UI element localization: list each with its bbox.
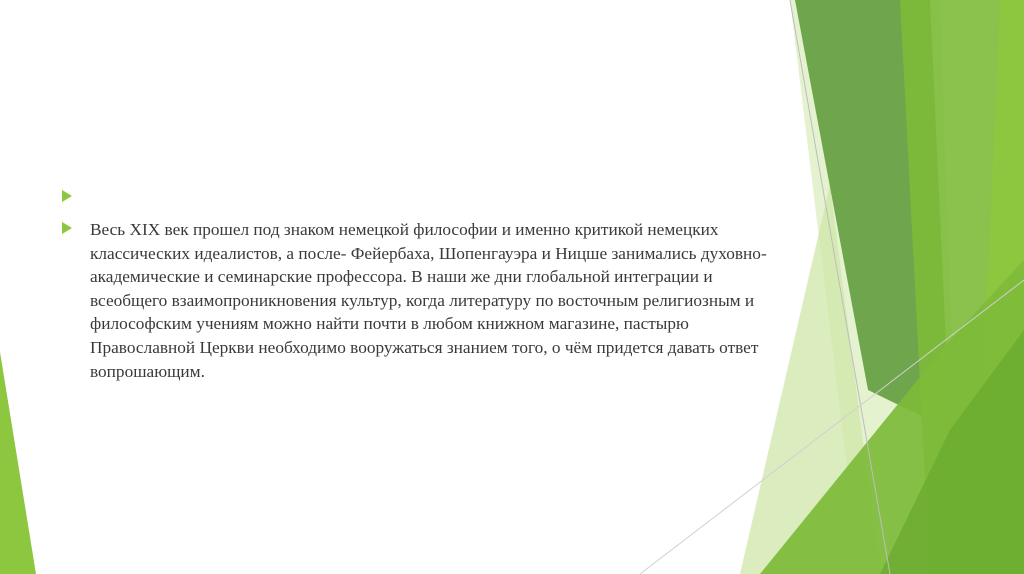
triangle-bullet-icon (62, 222, 72, 234)
triangle-bullet-icon (62, 190, 72, 202)
bullet-list (62, 186, 782, 383)
bullet-item-empty (62, 186, 782, 210)
bullet-item-main (62, 218, 782, 383)
bullet-text: Весь XIX век прошел под знаком немецкой философии и именно критикой немецких классических идеалистов, а после- Фейербаха, Шопенгауэра и Ницше занимались духовно-академические и семинарские профессора. В наши же дни глобальной интеграции и всеобщего взаимопроникновения культур, когда литературу по восточным религиозным и философским учениям можно найти почти в любом книжном магазине, пастырю Православной Церкви необходимо вооружаться знанием того, о чём придется давать ответ вопрошающим. (90, 220, 767, 381)
left-green-strip (0, 352, 36, 574)
